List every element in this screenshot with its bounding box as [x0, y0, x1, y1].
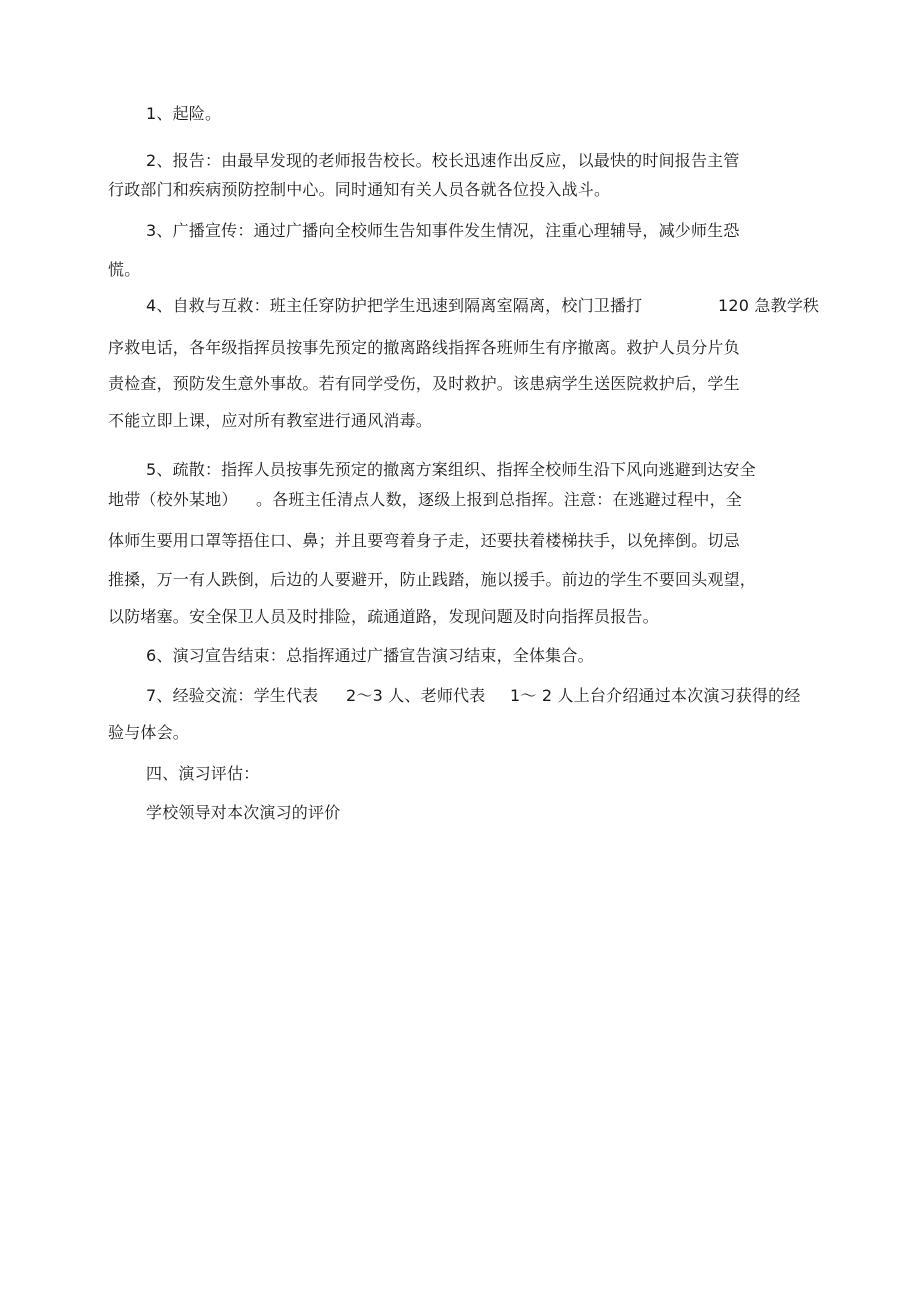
text-line: 6、演习宣告结束：总指挥通过广播宣告演习结束，全体集合。	[146, 646, 594, 665]
text-line: 行政部门和疾病预防控制中心。同时通知有关人员各就各位投入战斗。	[108, 180, 611, 199]
text-line: 责检查，预防发生意外事故。若有同学受伤，及时救护。该患病学生送医院救护后，学生	[108, 374, 740, 393]
text-line: 不能立即上课，应对所有教室进行通风消毒。	[108, 411, 433, 430]
text-line: 地带（校外某地）	[108, 490, 238, 509]
text-line: 。各班主任清点人数，逐级上报到总指挥。注意：在逃避过程中，全	[256, 490, 743, 509]
section-heading: 四、演习评估：	[146, 764, 260, 783]
text-line: 序救电话，各年级指挥员按事先预定的撤离路线指挥各班师生有序撤离。救护人员分片负	[108, 338, 740, 357]
text-line: 以防堵塞。安全保卫人员及时排险，疏通道路，发现问题及时向指挥员报告。	[108, 607, 659, 626]
text-line: 1、起险。	[146, 104, 222, 123]
text-line: 7、经验交流：学生代表	[146, 686, 319, 705]
text-line: 体师生要用口罩等捂住口、鼻；并且要弯着身子走，还要扶着楼梯扶手，以免摔倒。切忌	[108, 531, 740, 550]
text-line: 慌。	[108, 260, 141, 279]
text-line: 2～3 人、老师代表	[346, 686, 486, 705]
text-line: 3、广播宣传：通过广播向全校师生告知事件发生情况，注重心理辅导，减少师生恐	[146, 221, 740, 240]
text-line: 4、自救与互救：班主任穿防护把学生迅速到隔离室隔离，校门卫播打	[146, 296, 643, 315]
text-line: 学校领导对本次演习的评价	[146, 803, 341, 822]
text-line: 推搡，万一有人跌倒，后边的人要避开，防止践踏，施以援手。前边的学生不要回头观望，	[108, 570, 757, 589]
text-line: 5、疏散：指挥人员按事先预定的撤离方案组织、指挥全校师生沿下风向逃避到达安全	[146, 460, 756, 479]
text-line: 1～ 2 人上台介绍通过本次演习获得的经	[510, 686, 801, 705]
text-line: 2、报告：由最早发现的老师报告校长。校长迅速作出反应，以最快的时间报告主管	[146, 151, 740, 170]
text-line: 120 急教学秩	[718, 296, 820, 315]
text-line: 验与体会。	[108, 723, 190, 742]
